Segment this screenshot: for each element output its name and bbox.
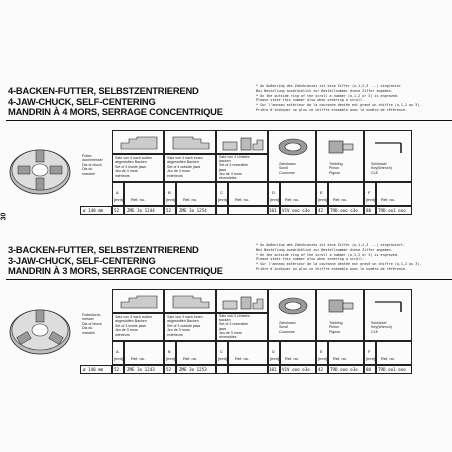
column-f-desc: Schlüssel Key(Wrench) CLE xyxy=(364,289,412,341)
column-d-ref: Ref. no. xyxy=(280,341,316,365)
column-d-desc: Zahnkranz Scroll Couronne xyxy=(268,130,316,182)
column-c-image xyxy=(216,289,268,313)
column-b-refno: ZME 3o 1253 xyxy=(179,367,207,372)
title-de: 4-BACKEN-FUTTER, SELBSTZENTRIEREND xyxy=(8,85,199,96)
column-e-size: 42 xyxy=(318,208,324,213)
column-f-letter: F [mm] xyxy=(364,341,376,365)
column-e-ref: Ref. no. xyxy=(328,182,364,206)
column-e-size: 42 xyxy=(318,367,324,372)
note-line: Prière d'indiquer au plus ce chiffre ensemble avec le numéro de référence. xyxy=(256,266,408,271)
diameter-label: Futter- durchmesser Dia of chuck Dia du mandrin xyxy=(82,154,103,176)
column-f-ref: Ref. no. xyxy=(376,341,412,365)
note-line: Prière d'indiquer ce plus ce chiffre ensemble avec le numéro de référence. xyxy=(256,107,408,112)
column-f-desc: Schlüssel Key(Wrench) CLE xyxy=(364,130,412,182)
column-d-size: 101 xyxy=(269,367,277,372)
column-f-size: 80 xyxy=(366,367,372,372)
note-line: * Sur l'anneau extérieur de la couronne dentée est gravé un chiffre (o,1,2 ou 3). xyxy=(256,262,422,267)
title-en: 3-JAW-CHUCK, SELF-CENTERING xyxy=(8,254,156,266)
diameter-label: Futterdurch- messer Dia of chuck Dia du mandrin xyxy=(82,313,102,335)
page-number: 30 xyxy=(0,212,8,221)
column-b-image xyxy=(164,130,216,154)
title-en: 4-JAW-CHUCK, SELF-CENTERING xyxy=(8,95,156,107)
section-rule xyxy=(6,279,452,280)
column-d-refno: V1V ooo o3o xyxy=(282,208,310,213)
column-e-ref: Ref. no. xyxy=(328,341,364,365)
title-fr: MANDRIN À 4 MORS, SERRAGE CONCENTRIQUE xyxy=(8,106,223,117)
column-a-image xyxy=(112,289,164,313)
column-d-letter: D [mm] xyxy=(268,182,280,206)
column-f-ref: Ref. no. xyxy=(376,182,412,206)
column-b-size: 52 xyxy=(166,208,172,213)
outside-jaw-icon xyxy=(171,135,211,151)
column-d-size: 101 xyxy=(269,208,277,213)
three-jaw-chuck-illustration xyxy=(6,300,74,358)
column-a-image xyxy=(112,130,164,154)
section-notes xyxy=(256,84,452,113)
note-line: * Sur l'anneau extérieur de la couronne dentée est gravé un chiffre (o,1,2 ou 3). xyxy=(256,103,422,108)
section-title xyxy=(8,245,223,277)
column-c-ref: Ref. no. xyxy=(228,182,268,206)
note-line: Bei Bestellung ausdrücklich zur Bestellnummer diese Ziffer angeben. xyxy=(256,247,393,252)
column-b-letter: B [mm] xyxy=(164,182,176,206)
column-a-desc: Satz von 3 nach außen abgestuften Backen Set of 3 inside jaws Jeu de 3 mors intérieurs xyxy=(112,313,164,341)
column-a-letter: A [mm] xyxy=(112,341,124,365)
title-fr: MANDRIN À 3 MORS, SERRAGE CONCENTRIQUE xyxy=(8,265,223,276)
inside-jaw-icon xyxy=(119,135,159,151)
column-b-desc: Satz von 3 nach innen abgestuften Backen Set of 3 outside jaws Jeu de 3 mors extérieurs xyxy=(164,313,216,341)
note-line: * On the outside ring of the scroll a number (o,1,2 or 3) is engraved. xyxy=(256,93,399,98)
reversible-jaw-icon xyxy=(221,134,265,152)
column-b-ref: Ref. no. xyxy=(176,341,216,365)
scroll-ring-icon xyxy=(277,137,309,157)
column-c-ref: Ref. no. xyxy=(228,341,268,365)
note-line: * On the outside ring of the scroll a number (o,1,2 or 3) is engraved. xyxy=(256,252,399,257)
outside-jaw-icon xyxy=(171,294,211,310)
column-a-refno: ZME 3o 1244 xyxy=(127,208,155,213)
note-line: * An Außenring des Zahnkranzes ist eine Ziffer (o,1,2,3 ...) eingravier xyxy=(256,84,401,88)
column-a-size: 52 xyxy=(114,208,120,213)
column-e-desc: Triebling Pinion Pignon xyxy=(316,130,364,182)
column-b-size: 52 xyxy=(166,367,172,372)
chuck-key-icon xyxy=(373,139,405,155)
four-jaw-chuck-illustration xyxy=(6,140,74,198)
column-c-letter: C [mm] xyxy=(216,341,228,365)
column-b-image xyxy=(164,289,216,313)
section-title xyxy=(8,86,223,118)
column-d-ref: Ref. no. xyxy=(280,182,316,206)
pinion-icon xyxy=(327,137,355,157)
column-a-letter: A [mm] xyxy=(112,182,124,206)
chuck-key-icon xyxy=(373,298,405,314)
diameter-cell: ø 140 mm xyxy=(80,206,112,215)
column-a-ref: Ref. no. xyxy=(124,341,164,365)
column-b-refno: ZME 3o 1254 xyxy=(179,208,207,213)
column-c-desc: Satz von 4 Umkehr- backen Set of 4 reversible jaws Jeu de 4 mors réversibles xyxy=(216,154,268,182)
column-a-refno: ZME 3o 1243 xyxy=(127,367,155,372)
column-c-letter: C [mm] xyxy=(216,182,228,206)
diameter-cell: ø 140 mm xyxy=(80,365,112,374)
column-a-desc: Satz von 4 nach außen abgestuften Backen Set of 4 inside jaws Jeu de 4 mors intérieurs xyxy=(112,154,164,182)
column-d-desc: Zahnkranz Scroll Couronne xyxy=(268,289,316,341)
column-d-letter: D [mm] xyxy=(268,341,280,365)
column-c-image xyxy=(216,130,268,154)
column-d-refno: V1V ooo o3o xyxy=(282,367,310,372)
column-b-ref: Ref. no. xyxy=(176,182,216,206)
inside-jaw-icon xyxy=(119,294,159,310)
column-e-letter: E [mm] xyxy=(316,341,328,365)
column-c-desc: Satz von 3 Umkehr- backen Set of 3 reversible jaws Jeu de 3 mors réversibles xyxy=(216,313,268,341)
column-a-size: 52 xyxy=(114,367,120,372)
note-line: * An Außenring des Zahnkranzes ist eine Ziffer (o,1,2,3 ...) eingraviert. xyxy=(256,243,406,247)
column-f-refno: T9D oo1 ooo xyxy=(378,367,406,372)
column-a-ref: Ref. no. xyxy=(124,182,164,206)
column-e-refno: T9D ooo o3o xyxy=(330,367,358,372)
pinion-icon xyxy=(327,296,355,316)
column-e-refno: T9D ooo o3o xyxy=(330,208,358,213)
column-f-letter: F [mm] xyxy=(364,182,376,206)
note-line: Please state this number also when ordering a scroll. xyxy=(256,257,365,262)
column-f-size: 80 xyxy=(366,208,372,213)
column-b-letter: B [mm] xyxy=(164,341,176,365)
section-rule xyxy=(6,120,452,121)
reversible-jaw-icon xyxy=(221,293,265,311)
column-e-desc: Triebling Pinion Pignon xyxy=(316,289,364,341)
note-line: Please state this number also when ordering a scroll. xyxy=(256,98,365,103)
column-f-refno: T9D oo1 ooo xyxy=(378,208,406,213)
column-e-letter: E [mm] xyxy=(316,182,328,206)
scroll-ring-icon xyxy=(277,296,309,316)
column-b-desc: Satz von 4 nach innen abgestuften Backen Set of 4 outside jaws Jeu de 4 mors extérieurs xyxy=(164,154,216,182)
title-de: 3-BACKEN-FUTTER, SELBSTZENTRIEREND xyxy=(8,244,199,255)
section-notes xyxy=(256,243,452,272)
note-line: Bei Bestellung ausdrücklich zur Bestellnummer diese Ziffer angeben. xyxy=(256,88,393,93)
